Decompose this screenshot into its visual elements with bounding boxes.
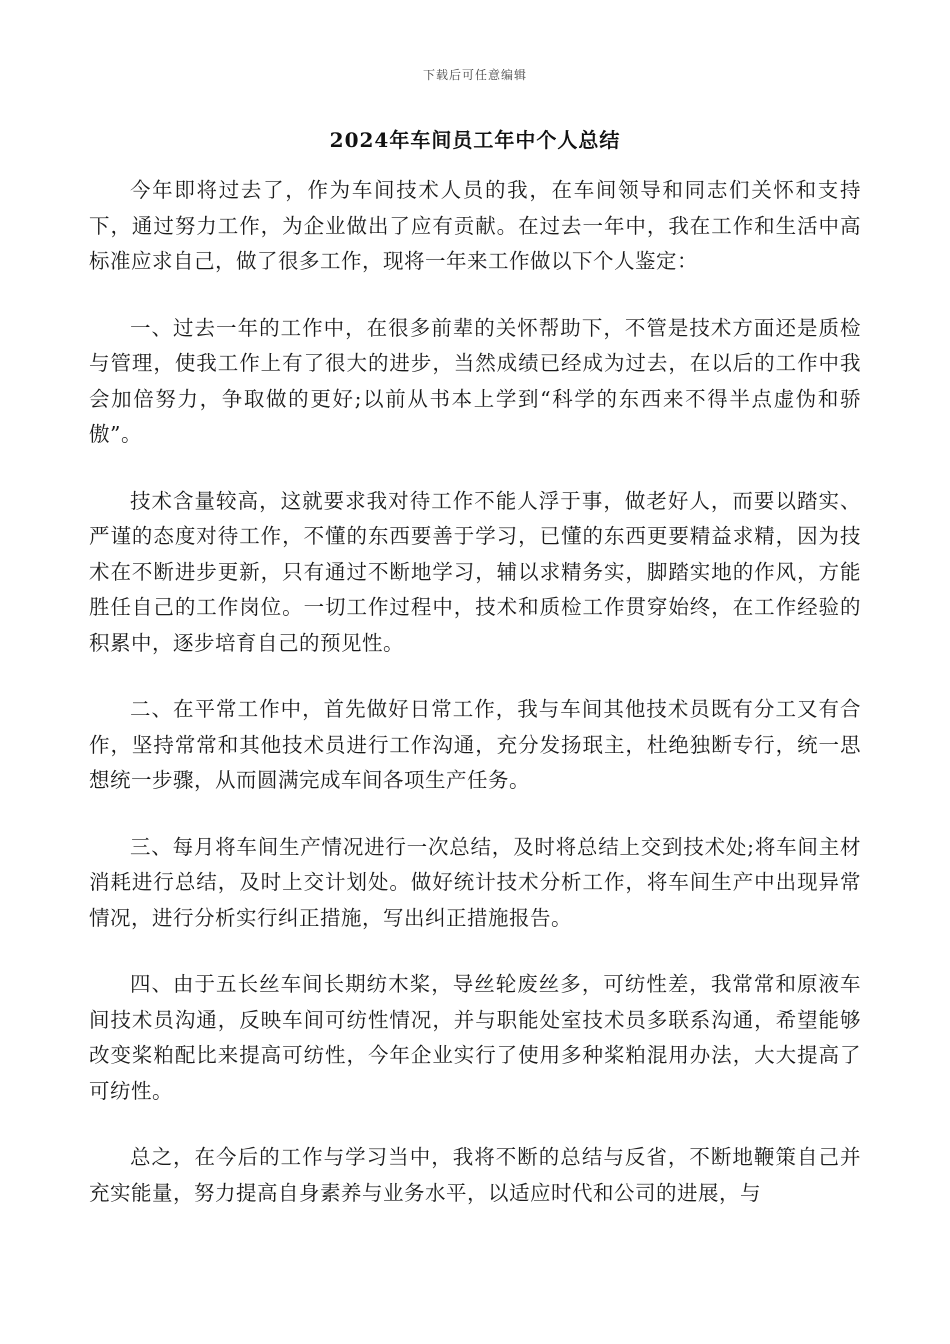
paragraph-point-1: 一、过去一年的工作中，在很多前辈的关怀帮助下，不管是技术方面还是质检与管理，使我工作上有了很大的进步，当然成绩已经成为过去，在以后的工作中我会加倍努力，争取做的更好;以前从书本上学到“科学的东西来不得半点虚伪和骄傲”。 [89, 315, 861, 446]
paragraph-technical: 技术含量较高，这就要求我对待工作不能人浮于事，做老好人，而要以踏实、严谨的态度对待工作，不懂的东西要善于学习，已懂的东西更要精益求精，因为技术在不断进步更新，只有通过不断地学习，辅以求精务实，脚踏实地的作风，方能胜任自己的工作岗位。一切工作过程中，技术和质检工作贯穿始终，在工作经验的积累中，逐步培育自己的预见性。 [89, 488, 861, 655]
paragraph-point-2: 二、在平常工作中，首先做好日常工作，我与车间其他技术员既有分工又有合作，坚持常常和其他技术员进行工作沟通，充分发扬珉主，杜绝独断专行，统一思想统一步骤，从而圆满完成车间各项生产任务。 [89, 697, 861, 792]
header-note: 下载后可任意编辑 [422, 68, 527, 82]
paragraph-point-3: 三、每月将车间生产情况进行一次总结，及时将总结上交到技术处;将车间主材消耗进行总结，及时上交计划处。做好统计技术分析工作，将车间生产中出现异常情况，进行分析实行纠正措施，写出纠正措施报告。 [89, 834, 861, 930]
paragraph-point-4: 四、由于五长丝车间长期纺木桨，导丝轮废丝多，可纺性差，我常常和原液车间技术员沟通，反映车间可纺性情况，并与职能处室技术员多联系沟通，希望能够改变桨粕配比来提高可纺性，今年企业实行了使用多种桨粕混用办法，大大提高了可纺性。 [89, 972, 861, 1103]
paragraph-intro: 今年即将过去了，作为车间技术人员的我，在车间领导和同志们关怀和支持下，通过努力工作，为企业做出了应有贡献。在过去一年中，我在工作和生活中高标准应求自己，做了很多工作，现将一年来工作做以下个人鉴定： [89, 178, 861, 273]
paragraph-conclusion: 总之，在今后的工作与学习当中，我将不断的总结与反省，不断地鞭策自己并充实能量，努力提高自身素养与业务水平，以适应时代和公司的进展，与 [89, 1145, 861, 1205]
document-title: 2024年车间员工年中个人总结 [329, 128, 621, 152]
document-body [89, 173, 861, 1242]
